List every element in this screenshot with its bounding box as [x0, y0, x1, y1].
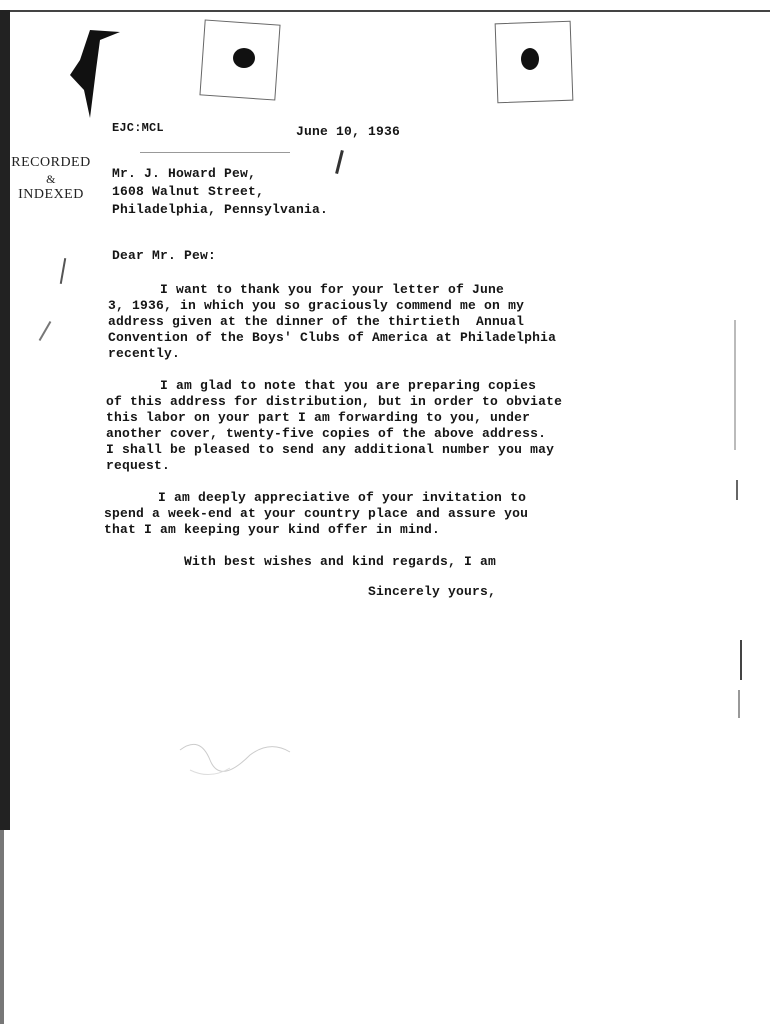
p1-line-4: Convention of the Boys' Clubs of America at Philadelphia [108, 330, 557, 345]
recorded-indexed-stamp [8, 155, 94, 203]
p1-line-3: address given at the dinner of the thirtieth Annual [108, 314, 525, 329]
closing-line: With best wishes and kind regards, I am [184, 554, 497, 569]
p3-line-1: I am deeply appreciative of your invitation to [110, 490, 527, 505]
p3-line-2: spend a week-end at your country place and assure you [104, 506, 529, 521]
p1-line-5: recently. [108, 346, 181, 361]
recipient-city: Philadelphia, Pennsylvania. [112, 202, 329, 217]
closing: Sincerely yours, [368, 584, 497, 599]
salutation: Dear Mr. Pew: [112, 248, 217, 263]
right-margin-mark-4 [738, 690, 740, 718]
p2-line-5: I shall be pleased to send any additional number you may [106, 442, 555, 457]
margin-pencil-mark-1 [60, 258, 66, 284]
recipient-name: Mr. J. Howard Pew, [112, 166, 257, 181]
right-margin-mark-1 [734, 320, 736, 450]
right-margin-mark-2 [736, 480, 738, 500]
p3-line-3: that I am keeping your kind offer in mind. [104, 522, 441, 537]
torn-corner-mark [60, 30, 130, 120]
right-margin-mark-3 [740, 640, 742, 680]
letter-date: June 10, 1936 [296, 124, 401, 139]
p1-line-1: I want to thank you for your letter of June [112, 282, 505, 297]
p2-line-4: another cover, twenty-five copies of the above address. [106, 426, 547, 441]
reference-initials: EJC:MCL [112, 121, 164, 135]
margin-pencil-mark-2 [39, 321, 52, 341]
p2-line-2: of this address for distribution, but in order to obviate [106, 394, 563, 409]
scan-left-edge [0, 10, 10, 830]
p2-line-3: this labor on your part I am forwarding to you, under [106, 410, 531, 425]
page-top-edge [0, 10, 770, 12]
faint-scribble [140, 152, 290, 153]
punch-hole-right [521, 48, 539, 70]
faint-signature [170, 730, 320, 790]
recipient-street: 1608 Walnut Street, [112, 184, 265, 199]
stamp-line-recorded: RECORDED [11, 155, 91, 170]
p2-line-6: request. [106, 458, 171, 473]
stamp-line-indexed: INDEXED [18, 187, 84, 202]
pencil-slash [335, 150, 344, 174]
scan-left-edge-lower [0, 830, 4, 1024]
p1-line-2: 3, 1936, in which you so graciously commend me on my [108, 298, 525, 313]
stamp-line-ampersand: & [46, 172, 56, 186]
p2-line-1: I am glad to note that you are preparing copies [112, 378, 537, 393]
punch-hole-left [233, 48, 255, 68]
